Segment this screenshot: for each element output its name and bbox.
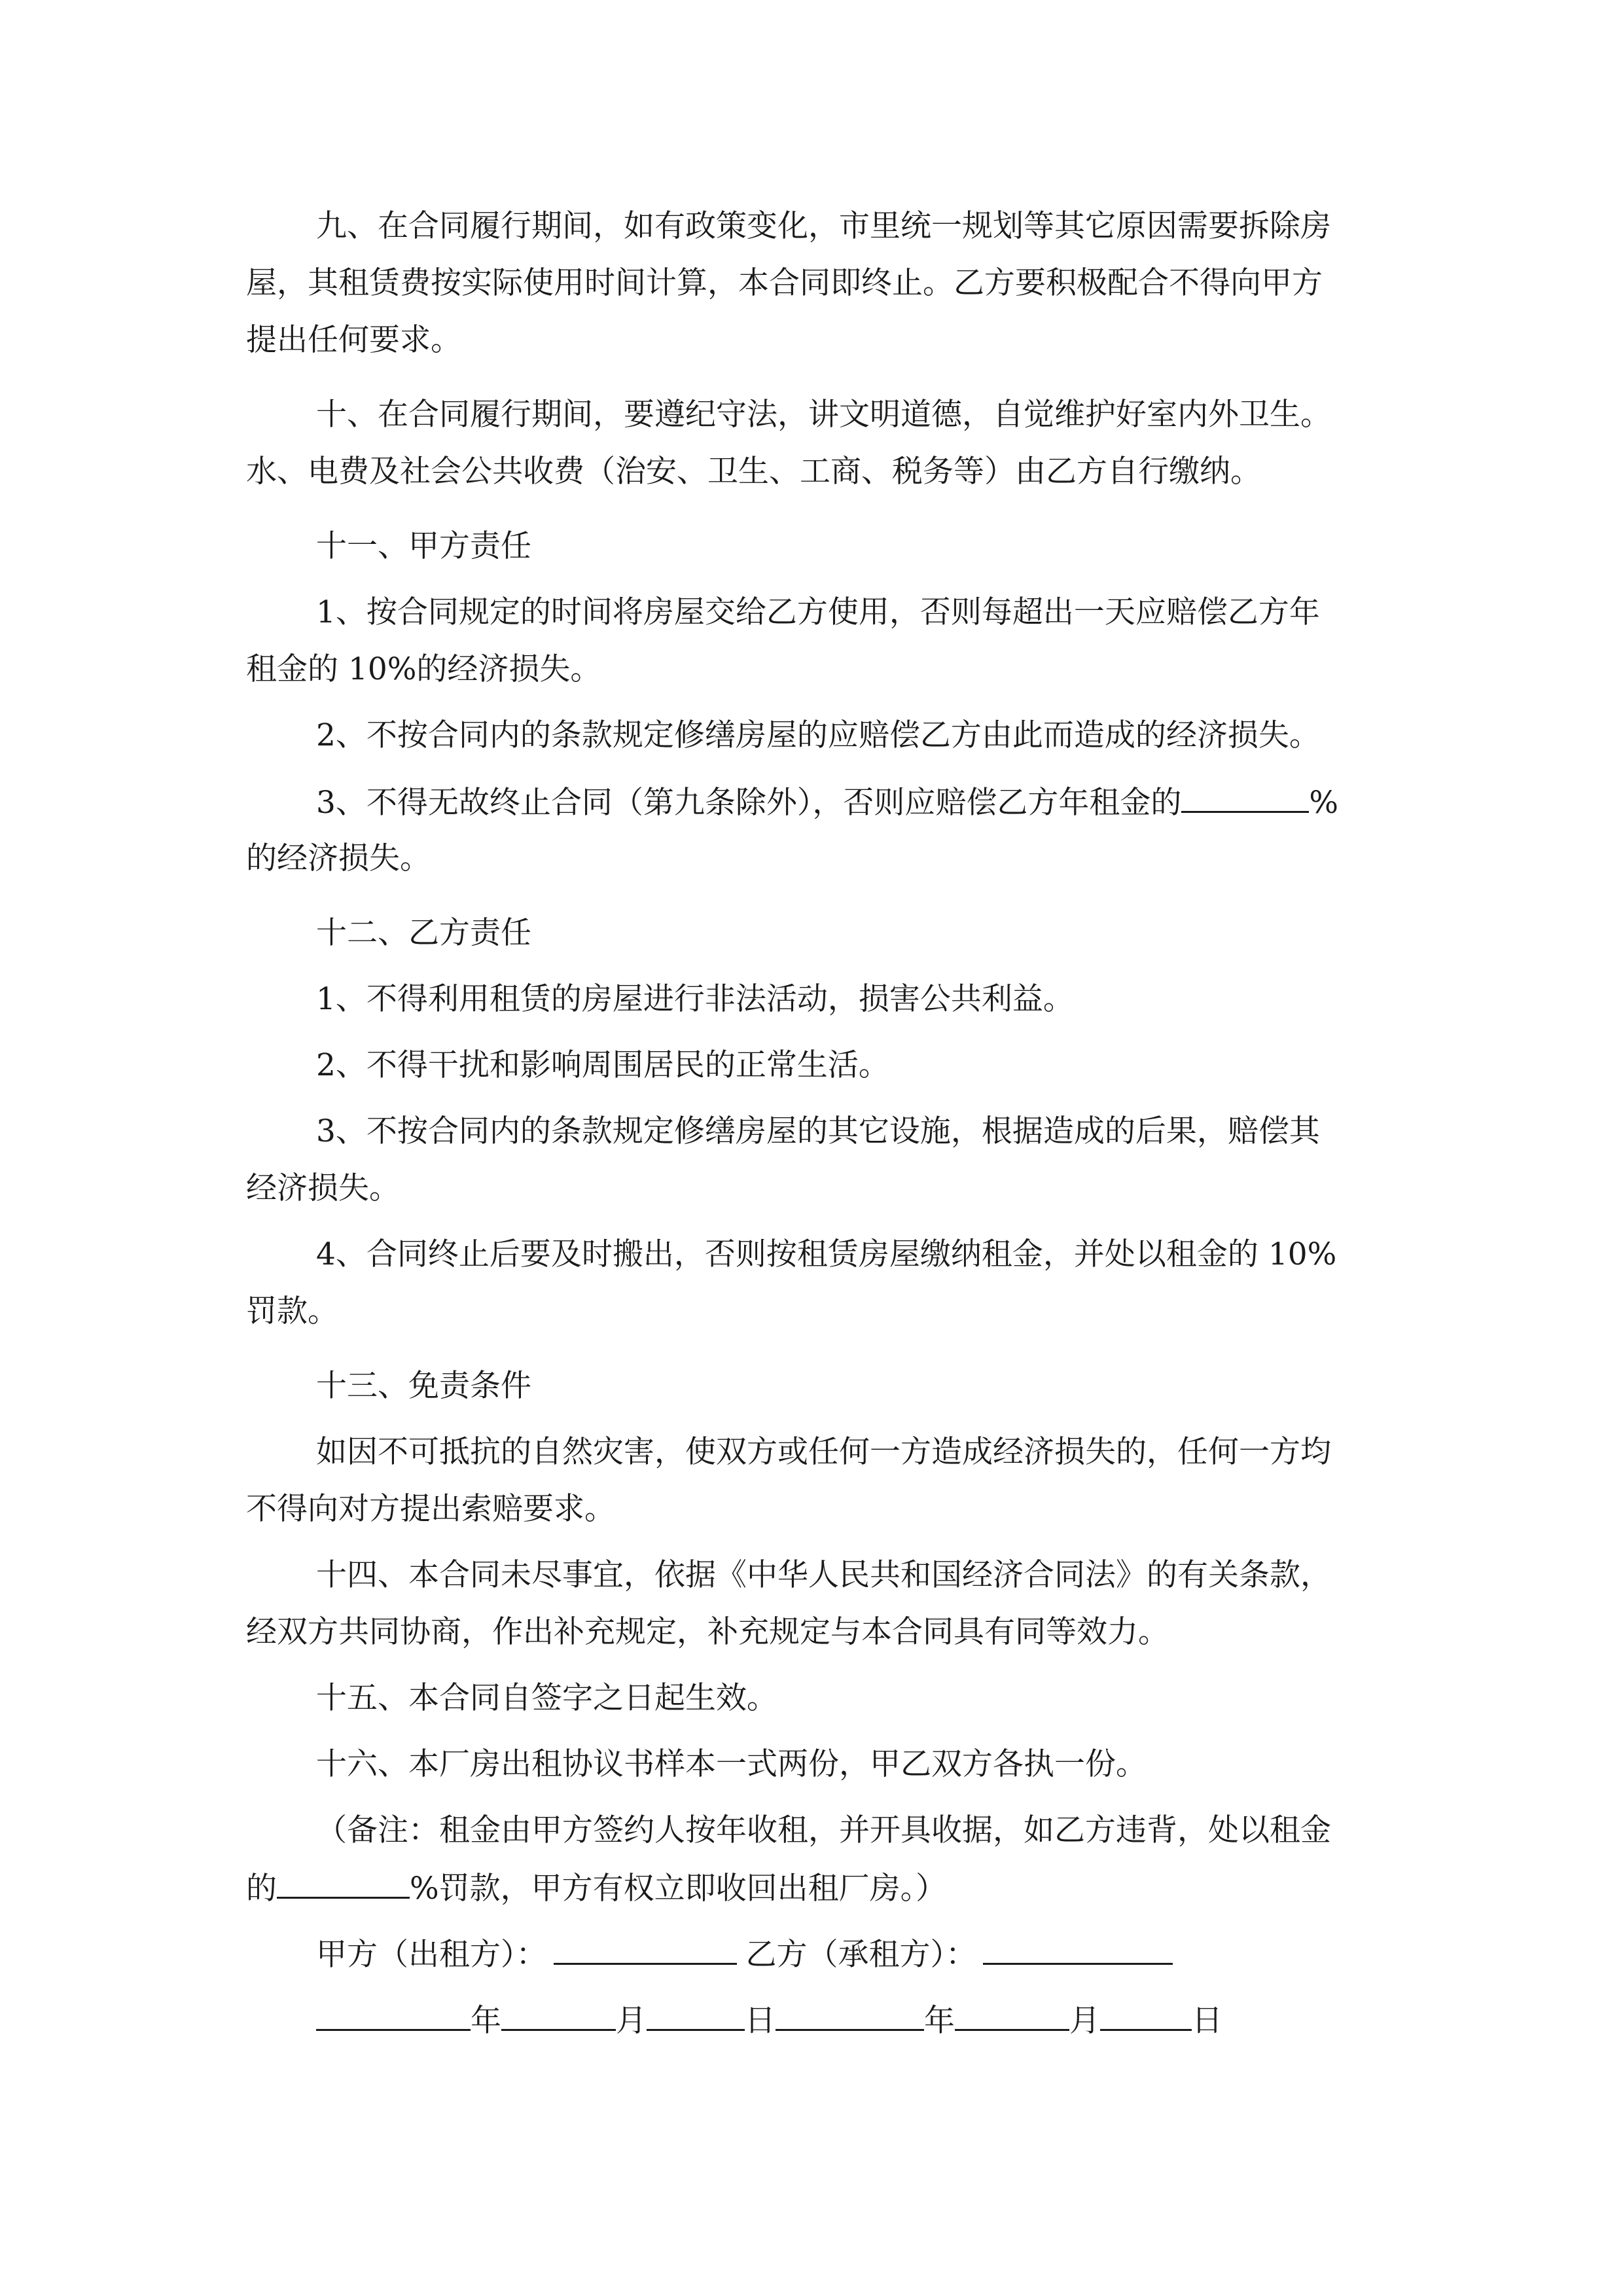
clause-12-2: 2、不得干扰和影响周围居民的正常生活。 xyxy=(316,1047,889,1083)
party-a-year-label: 年 xyxy=(471,2003,501,2039)
remark-prefix: 的 xyxy=(246,1871,277,1907)
clause-14-line-2: 经双方共同协商，作出补充规定，补充规定与本合同具有同等效力。 xyxy=(246,1614,1169,1650)
section-13-heading: 十三、免责条件 xyxy=(316,1368,531,1404)
clause-10-line-2: 水、电费及社会公共收费（治安、卫生、工商、税务等）由乙方自行缴纳。 xyxy=(246,454,1261,490)
clause-12-4-line-2: 罚款。 xyxy=(246,1293,338,1329)
clause-12-3-line-1: 3、不按合同内的条款规定修缮房屋的其它设施，根据造成的后果，赔偿其 xyxy=(316,1113,1320,1149)
party-b-day-label: 日 xyxy=(1192,2003,1222,2039)
signature-dates-line xyxy=(316,2000,1222,2041)
party-a-label: 甲方（出租方）： xyxy=(316,1937,547,1973)
clause-11-1-line-1: 1、按合同规定的时间将房屋交给乙方使用，否则每超出一天应赔偿乙方年 xyxy=(316,594,1320,630)
clause-11-2: 2、不按合同内的条款规定修缮房屋的应赔偿乙方由此而造成的经济损失。 xyxy=(316,717,1320,753)
clause-9-line-3: 提出任何要求。 xyxy=(246,322,461,358)
signature-parties-line xyxy=(316,1934,1173,1975)
clause-13-line-1: 如因不可抵抗的自然灾害，使双方或任何一方造成经济损失的，任何一方均 xyxy=(316,1434,1331,1470)
remark-percent-blank xyxy=(277,1868,410,1899)
percent-sign: % xyxy=(1309,785,1339,821)
clause-9-line-2: 屋，其租赁费按实际使用时间计算，本合同即终止。乙方要积极配合不得向甲方 xyxy=(246,265,1323,301)
clause-16: 十六、本厂房出租协议书样本一式两份，甲乙双方各执一份。 xyxy=(316,1746,1147,1782)
section-12-heading: 十二、乙方责任 xyxy=(316,915,531,951)
party-a-signature-blank xyxy=(554,1934,737,1965)
party-a-year-blank xyxy=(316,2000,471,2031)
clause-10-line-1: 十、在合同履行期间，要遵纪守法，讲文明道德，自觉维护好室内外卫生。 xyxy=(316,397,1331,433)
party-b-year-blank xyxy=(776,2000,924,2031)
clause-12-3-line-2: 经济损失。 xyxy=(246,1170,400,1206)
party-b-year-label: 年 xyxy=(924,2003,955,2039)
party-b-day-blank xyxy=(1100,2000,1192,2031)
clause-13-line-2: 不得向对方提出索赔要求。 xyxy=(246,1491,615,1527)
party-b-month-label: 月 xyxy=(1069,2003,1100,2039)
clause-11-3-line-1 xyxy=(316,782,1338,823)
clause-12-1: 1、不得利用租赁的房屋进行非法活动，损害公共利益。 xyxy=(316,981,1074,1017)
party-b-month-blank xyxy=(955,2000,1069,2031)
party-a-month-blank xyxy=(501,2000,616,2031)
section-11-heading: 十一、甲方责任 xyxy=(316,528,531,564)
percent-blank xyxy=(1181,782,1309,813)
party-a-day-blank xyxy=(647,2000,745,2031)
party-a-day-label: 日 xyxy=(745,2003,776,2039)
clause-12-4-line-1: 4、合同终止后要及时搬出，否则按租赁房屋缴纳租金，并处以租金的 10% xyxy=(316,1236,1337,1272)
party-a-month-label: 月 xyxy=(616,2003,647,2039)
clause-11-3-text: 3、不得无故终止合同（第九条除外），否则应赔偿乙方年租金的 xyxy=(316,785,1182,821)
clause-14-line-1: 十四、本合同未尽事宜，依据《中华人民共和国经济合同法》的有关条款， xyxy=(316,1557,1331,1593)
clause-11-1-line-2: 租金的 10%的经济损失。 xyxy=(246,651,601,687)
party-b-signature-blank xyxy=(983,1934,1173,1965)
party-b-label: 乙方（承租方）： xyxy=(745,1937,976,1973)
clause-9-line-1: 九、在合同履行期间，如有政策变化，市里统一规划等其它原因需要拆除房 xyxy=(316,208,1331,244)
remark-suffix: %罚款，甲方有权立即收回出租厂房。） xyxy=(410,1871,947,1907)
clause-15: 十五、本合同自签字之日起生效。 xyxy=(316,1680,777,1716)
clause-11-3-line-2: 的经济损失。 xyxy=(246,840,431,876)
remark-line-2 xyxy=(246,1868,946,1909)
remark-line-1: （备注：租金由甲方签约人按年收租，并开具收据，如乙方违背，处以租金 xyxy=(316,1812,1331,1848)
